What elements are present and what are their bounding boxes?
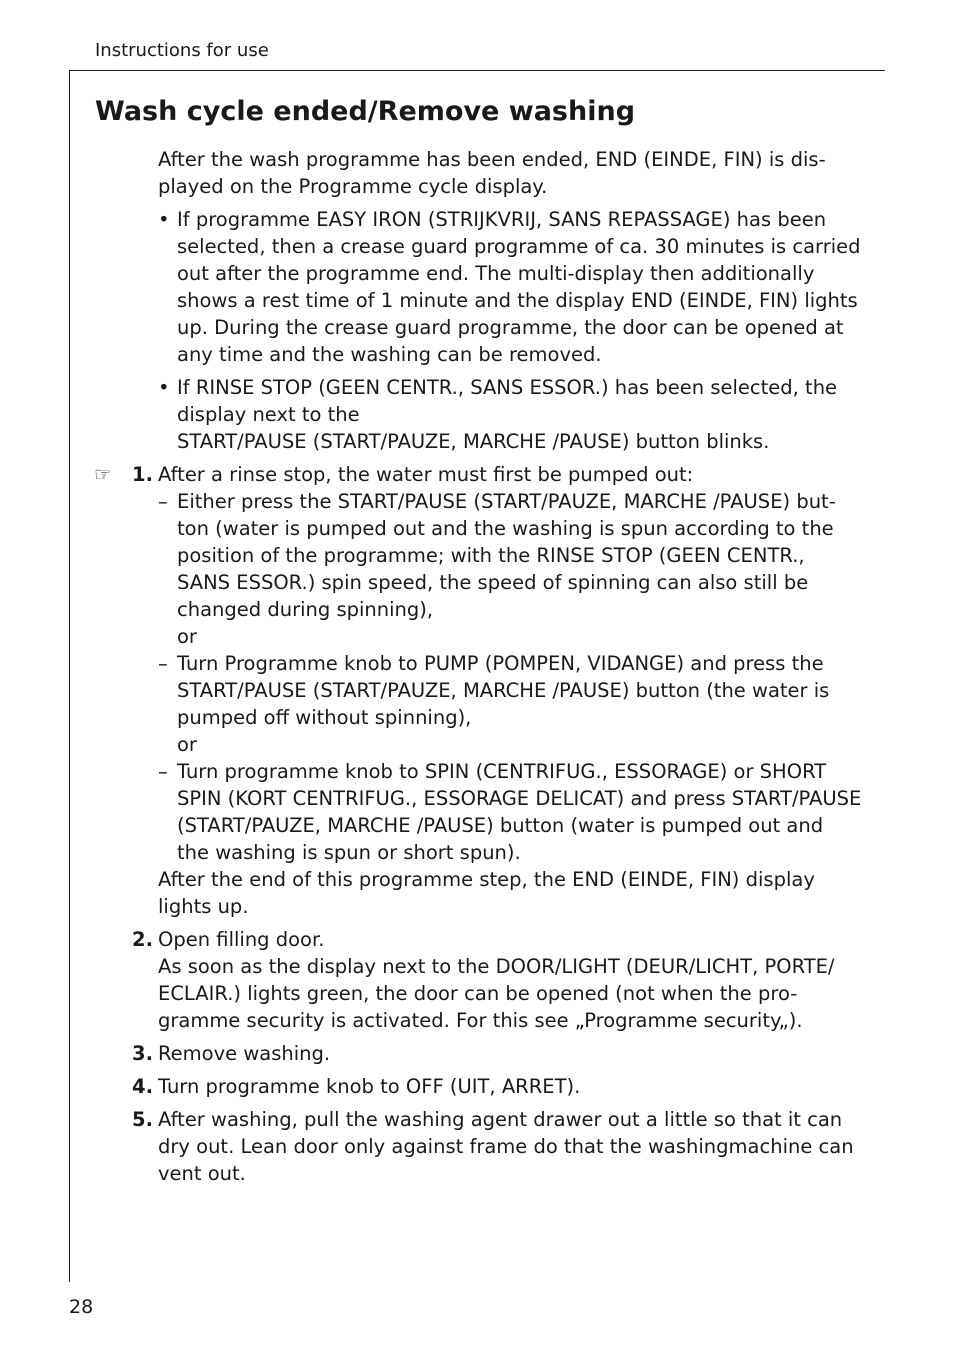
bullet-mark: •	[158, 208, 170, 231]
intro-line: After the wash programme has been ended, END (EINDE, FIN) is dis-	[158, 148, 826, 171]
step-line: As soon as the display next to the DOOR/LIGHT (DEUR/LICHT, PORTE/	[158, 955, 835, 978]
bullet-line: If RINSE STOP (GEEN CENTR., SANS ESSOR.) has been selected, the	[177, 376, 838, 399]
option-line: START/PAUSE (START/PAUZE, MARCHE /PAUSE) button (the water is	[177, 679, 830, 702]
option-line: position of the programme; with the RINSE STOP (GEEN CENTR.,	[177, 544, 805, 567]
step-after-line: After the end of this programme step, the END (EINDE, FIN) display	[158, 868, 815, 891]
step-number: 5.	[132, 1108, 153, 1131]
bullet-line: any time and the washing can be removed.	[177, 343, 602, 366]
option-or: or	[177, 625, 197, 648]
option-line: Turn Programme knob to PUMP (POMPEN, VIDANGE) and press the	[177, 652, 824, 675]
option-line: ton (water is pumped out and the washing is spun according to the	[177, 517, 834, 540]
pointing-hand-icon: ☞	[94, 463, 112, 486]
bullet-line: selected, then a crease guard programme of ca. 30 minutes is carried	[177, 235, 861, 258]
step-lead: After a rinse stop, the water must first be pumped out:	[158, 463, 694, 486]
option-line: (START/PAUZE, MARCHE /PAUSE) button (water is pumped out and	[177, 814, 824, 837]
step-2	[132, 926, 858, 1034]
step-4	[132, 1073, 858, 1100]
dash-mark: –	[158, 490, 168, 513]
step-number: 3.	[132, 1042, 153, 1065]
step-line: gramme security is activated. For this see „Programme security„).	[158, 1009, 803, 1032]
dash-mark: –	[158, 760, 168, 783]
bullet-easy-iron	[158, 206, 861, 368]
step-line: Remove washing.	[158, 1042, 331, 1065]
option-line: pumped off without spinning),	[177, 706, 472, 729]
intro-paragraph	[158, 146, 858, 200]
option-line: Either press the START/PAUSE (START/PAUZE, MARCHE /PAUSE) but-	[177, 490, 836, 513]
step-number: 4.	[132, 1075, 153, 1098]
option-line: changed during spinning),	[177, 598, 434, 621]
step-5	[132, 1106, 858, 1187]
bullet-line: up. During the crease guard programme, the door can be opened at	[177, 316, 844, 339]
bullet-line: shows a rest time of 1 minute and the display END (EINDE, FIN) lights	[177, 289, 858, 312]
bullet-line: If programme EASY IRON (STRIJKVRIJ, SANS REPASSAGE) has been	[177, 208, 827, 231]
dash-mark: –	[158, 652, 168, 675]
bullet-mark: •	[158, 376, 170, 399]
option-pump	[158, 650, 858, 758]
bullet-line: out after the programme end. The multi-display then additionally	[177, 262, 815, 285]
option-line: SANS ESSOR.) spin speed, the speed of spinning can also still be	[177, 571, 809, 594]
step-line: dry out. Lean door only against frame do that the washingmachine can	[158, 1135, 854, 1158]
page-number: 28	[69, 1296, 94, 1318]
margin-rule	[69, 70, 70, 1282]
page-title: Wash cycle ended/Remove washing	[95, 96, 636, 127]
step-number: 2.	[132, 928, 153, 951]
step-line: ECLAIR.) lights green, the door can be opened (not when the pro-	[158, 982, 798, 1005]
option-line: the washing is spun or short spun).	[177, 841, 521, 864]
option-start-pause	[158, 488, 858, 650]
bullet-line: START/PAUSE (START/PAUZE, MARCHE /PAUSE) button blinks.	[177, 430, 770, 453]
step-3	[132, 1040, 858, 1067]
option-line: SPIN (KORT CENTRIFUG., ESSORAGE DELICAT) and press START/PAUSE	[177, 787, 862, 810]
step-line: vent out.	[158, 1162, 246, 1185]
step-line: Turn programme knob to OFF (UIT, ARRET).	[158, 1075, 581, 1098]
main-content	[94, 146, 862, 1193]
step-after-line: lights up.	[158, 895, 249, 918]
intro-line: played on the Programme cycle display.	[158, 175, 548, 198]
step-number: 1.	[132, 463, 153, 486]
option-or: or	[177, 733, 197, 756]
step-line: Open filling door.	[158, 928, 325, 951]
bullet-line: display next to the	[177, 403, 360, 426]
header-rule	[69, 70, 885, 71]
option-line: Turn programme knob to SPIN (CENTRIFUG., ESSORAGE) or SHORT	[177, 760, 827, 783]
bullet-rinse-stop	[158, 374, 858, 455]
option-spin	[158, 758, 862, 866]
running-header: Instructions for use	[95, 40, 269, 61]
step-1	[94, 461, 862, 920]
step-line: After washing, pull the washing agent drawer out a little so that it can	[158, 1108, 843, 1131]
